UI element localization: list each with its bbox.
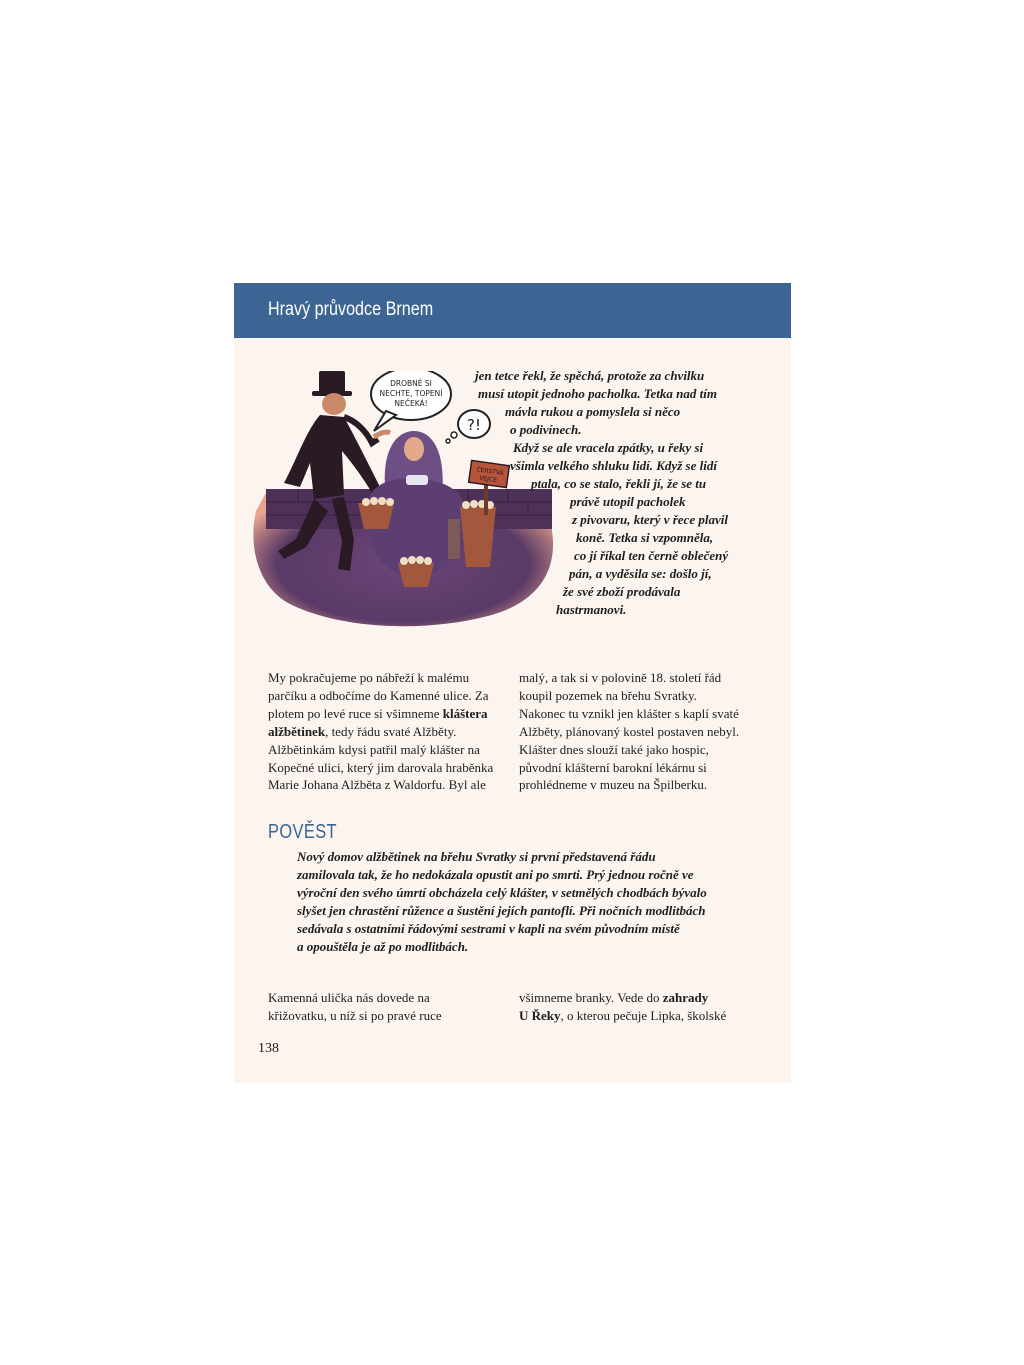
story-line: z pivovaru, který v řece plavil	[572, 512, 728, 527]
story-text	[234, 367, 791, 627]
text-line: U Řeky, o kterou pečuje Lipka, školské	[519, 1007, 727, 1023]
text-line: My pokračujeme po nábřeží k malému	[268, 670, 470, 685]
text-line: Klášter dnes slouží také jako hospic,	[519, 741, 709, 757]
text-line: Kopečné ulici, který jim darovala hraběnka	[268, 759, 494, 775]
bold-term: kláštera	[442, 705, 488, 721]
text-line: zamilovala tak, že ho nedokázala opustit ani po smrti. Prý jednou ročně ve	[297, 866, 694, 882]
story-line: mávla rukou a pomyslela si něco	[505, 404, 681, 419]
text-line: Kamenná ulička nás dovede na	[268, 990, 430, 1005]
book-page	[234, 283, 791, 1083]
section2-right-column	[519, 989, 726, 1025]
section2-left-column	[268, 989, 442, 1025]
story-line: koně. Tetka si vzpomněla,	[576, 530, 714, 545]
text-line: všimneme branky. Vede do zahrady	[519, 990, 709, 1005]
text-line: parčíku a odbočíme do Kamenné ulice. Za	[268, 687, 489, 703]
povest-text	[297, 848, 707, 955]
story-line: ptala, co se stalo, řekli jí, že se tu	[531, 476, 707, 491]
text-line: sedávala s ostatními řádovými sestrami v kapli na svém původním místě	[297, 920, 680, 936]
story-line: že své zboží prodávala	[563, 584, 681, 599]
story-line: jen tetce řekl, že spěchá, protože za chvilku	[475, 368, 705, 383]
sign-text-1: ČERSTVÁ	[475, 466, 505, 478]
header-title: Hravý průvodce Brnem	[268, 299, 434, 320]
sign-text-2: VEJCE	[478, 474, 498, 485]
text-line: Alžběty, plánovaný kostel postaven nebyl.	[519, 723, 740, 739]
text-line: Marie Johana Alžběta z Waldorfu. Byl ale	[268, 777, 486, 793]
text-line: slyšet jen chrastění růžence a šustění jejích pantoflí. Při nočních modlitbách	[297, 902, 706, 918]
speech-line-2: NECHTE, TOPENÍ	[379, 389, 443, 398]
text-line: Nový domov alžbětinek na břehu Svratky si první představená řádu	[297, 849, 656, 864]
text-line: alžbětinek, tedy řádu svaté Alžběty.	[268, 723, 457, 739]
story-line: všimla velkého shluku lidí. Když se lidí	[510, 458, 717, 473]
page-header	[234, 283, 791, 338]
bold-term: alžbětinek	[268, 723, 326, 739]
bold-term: U Řeky	[519, 1007, 561, 1023]
section1-right-column	[519, 669, 739, 794]
page-number: 138	[258, 1041, 279, 1056]
story-line: pán, a vyděsila se: došlo jí,	[569, 566, 712, 581]
text-line: koupil pozemek na břehu Svratky.	[519, 687, 697, 703]
text-line: Nakonec tu vznikl jen klášter s kaplí svaté	[519, 705, 739, 721]
story-line: Když se ale vracela zpátky, u řeky si	[513, 440, 704, 455]
bold-term: zahrady	[662, 990, 709, 1005]
text-line: původní klášterní barokní lékárnu si	[519, 759, 707, 775]
text-line: a opouštěla je až po modlitbách.	[297, 938, 469, 954]
speech-line-3: NEČEKÁ!	[394, 399, 428, 408]
povest-heading: POVĚST	[268, 821, 337, 843]
story-line: právě utopil pacholek	[570, 494, 686, 509]
text-line: Alžbětinkám kdysi patřil malý klášter na	[268, 741, 480, 757]
section1-left-column	[268, 669, 493, 794]
text-line: křižovatku, u níž si po pravé ruce	[268, 1007, 442, 1023]
story-line: o podivínech.	[510, 422, 582, 437]
speech-line-1: DROBNÉ SI	[390, 379, 432, 388]
story-line: hastrmanovi.	[556, 602, 627, 617]
text-line: prohlédneme v muzeu na Špilberku.	[519, 777, 708, 793]
story-line: co jí říkal ten černě oblečený	[574, 548, 729, 563]
story-line: musí utopit jednoho pacholka. Tetka nad tím	[478, 386, 717, 401]
thought-text: ?!	[467, 416, 481, 434]
text-line: výroční den svého úmrtí obcházela celý klášter, v setmělých chodbách bývalo	[297, 884, 707, 900]
text-line: plotem po levé ruce si všimneme kláštera	[268, 705, 488, 721]
text-line: malý, a tak si v polovině 18. století řád	[519, 670, 722, 685]
